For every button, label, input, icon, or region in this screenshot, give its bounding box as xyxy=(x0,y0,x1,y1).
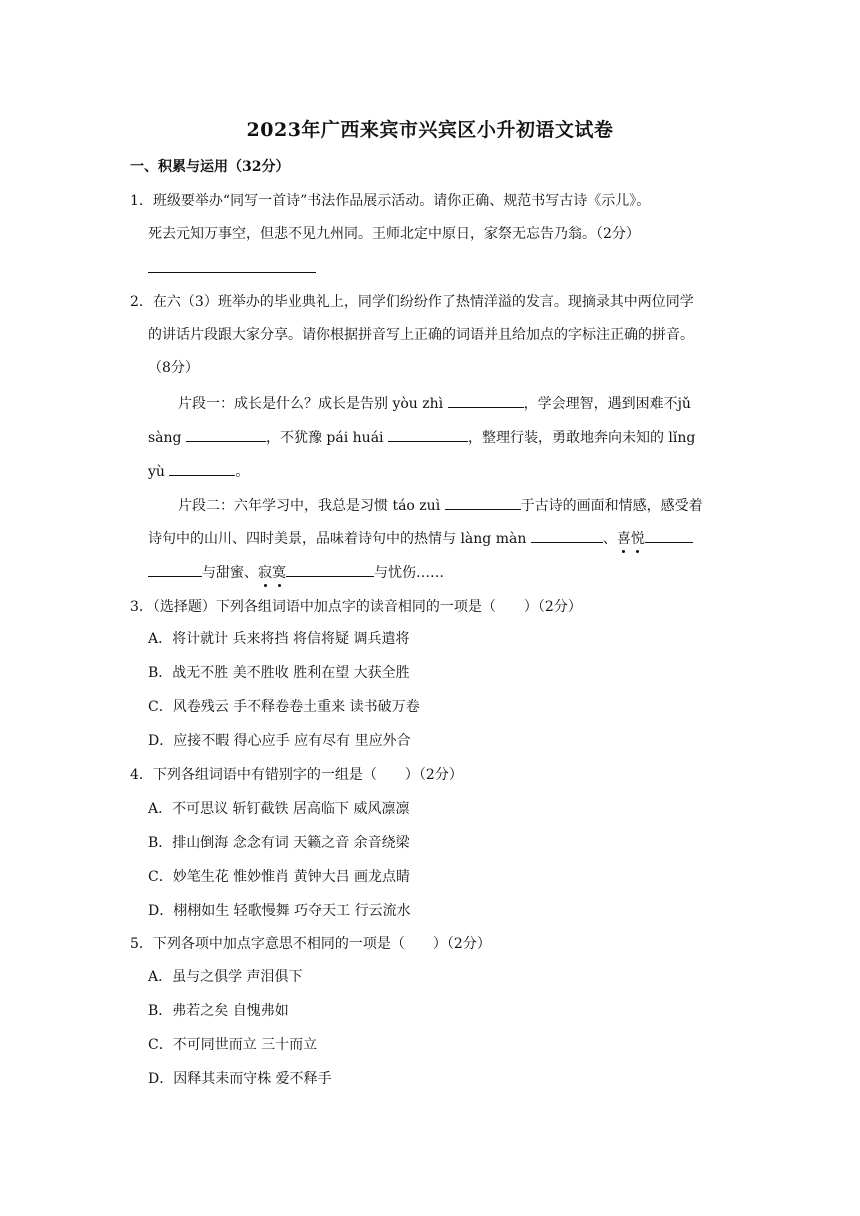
answer-blank xyxy=(388,427,468,442)
fragment-2-line-2: 诗句中的山川、四时美景，品味着诗句中的热情与 làng màn 、喜悦 xyxy=(148,528,693,549)
answer-blank xyxy=(531,528,603,543)
question-3-option-a: A．将计就计 兵来将挡 将信将疑 调兵遣将 xyxy=(148,631,410,647)
question-2-stem-line-2: 的讲话片段跟大家分享。请你根据拼音写上正确的词语并且给加点的字标注正确的拼音。 xyxy=(148,327,694,343)
question-3-option-d: D．应接不暇 得心应手 应有尽有 里应外合 xyxy=(148,733,411,749)
question-5-option-b: B．弗若之矣 自愧弗如 xyxy=(148,1003,289,1019)
pinyin-langman: làng màn xyxy=(460,531,527,547)
dotted-char: 喜 xyxy=(616,531,631,547)
pinyin-ling: lǐng xyxy=(668,430,696,446)
question-4-option-c: C．妙笔生花 惟妙惟肖 黄钟大吕 画龙点睛 xyxy=(148,869,411,885)
question-5-option-a: A．虽与之俱学 声泪俱下 xyxy=(148,969,303,985)
fragment-2-line-1: 片段二：六年学习中，我总是习惯 táo zuì 于古诗的画面和情感，感受着 xyxy=(178,495,703,516)
question-3-option-b: B．战无不胜 美不胜收 胜利在望 大获全胜 xyxy=(148,665,410,681)
answer-blank xyxy=(169,461,235,476)
dotted-char: 寞 xyxy=(272,565,286,581)
answer-blank xyxy=(186,427,266,442)
question-5-option-d: D．因释其耒而守株 爱不释手 xyxy=(148,1071,332,1087)
answer-blank xyxy=(645,528,693,543)
page-title: 2023年广西来宾市兴宾区小升初语文试卷 xyxy=(246,119,614,141)
question-3-option-c: C．风卷残云 手不释卷卷土重来 读书破万卷 xyxy=(148,699,420,715)
fragment-1-line-1: 片段一：成长是什么？成长是告别 yòu zhì ，学会理智，遇到困难不jǔ xyxy=(178,393,691,414)
pinyin-youzhi: yòu zhì xyxy=(392,396,444,412)
question-4-option-d: D．栩栩如生 轻歌慢舞 巧夺天工 行云流水 xyxy=(148,903,411,919)
question-2-score: （8分） xyxy=(148,360,199,376)
answer-blank xyxy=(286,562,374,577)
question-4-option-a: A．不可思议 斩钉截铁 居高临下 威风凛凛 xyxy=(148,801,410,817)
question-4-option-b: B．排山倒海 念念有词 天籁之音 余音绕梁 xyxy=(148,835,410,851)
question-2-stem-line-1: 2．在六（3）班举办的毕业典礼上，同学们纷纷作了热情洋溢的发言。现摘录其中两位同学 xyxy=(130,294,694,310)
dotted-char: 寂 xyxy=(258,565,272,581)
question-4-stem: 4．下列各组词语中有错别字的一组是（ ）（2分） xyxy=(130,767,463,783)
pinyin-paihuai: pái huái xyxy=(326,430,384,446)
pinyin-ju: jǔ xyxy=(677,396,691,412)
answer-blank xyxy=(445,495,521,510)
answer-blank xyxy=(448,393,524,408)
answer-blank xyxy=(148,562,202,577)
question-3-stem: 3．（选择题）下列各组词语中加点字的读音相同的一项是（ ）（2分） xyxy=(130,599,582,615)
fragment-1-line-3: yù 。 xyxy=(148,461,249,482)
question-1-poem: 死去元知万事空，但悲不见九州同。王师北定中原日，家祭无忘告乃翁。（2分） xyxy=(148,226,640,242)
question-1-stem: 1．班级要举办“同写一首诗”书法作品展示活动。请你正确、规范书写古诗《示儿》。 xyxy=(130,193,651,209)
question-5-option-c: C．不可同世而立 三十而立 xyxy=(148,1037,318,1053)
dotted-char: 悦 xyxy=(630,531,645,547)
fragment-1-line-2: sàng ，不犹豫 pái huái ，整理行装，勇敢地奔向未知的 lǐng xyxy=(148,427,695,448)
fragment-2-line-3: 与甜蜜、寂寞 与忧伤…… xyxy=(148,562,444,583)
question-5-stem: 5．下列各项中加点字意思不相同的一项是（ ）（2分） xyxy=(130,936,491,952)
pinyin-taozui: táo zuì xyxy=(392,498,441,514)
section-heading: 一、积累与运用（32分） xyxy=(130,159,290,175)
pinyin-sang: sàng xyxy=(148,430,182,446)
pinyin-yu: yù xyxy=(148,464,165,480)
question-1-answer-line xyxy=(148,258,316,279)
